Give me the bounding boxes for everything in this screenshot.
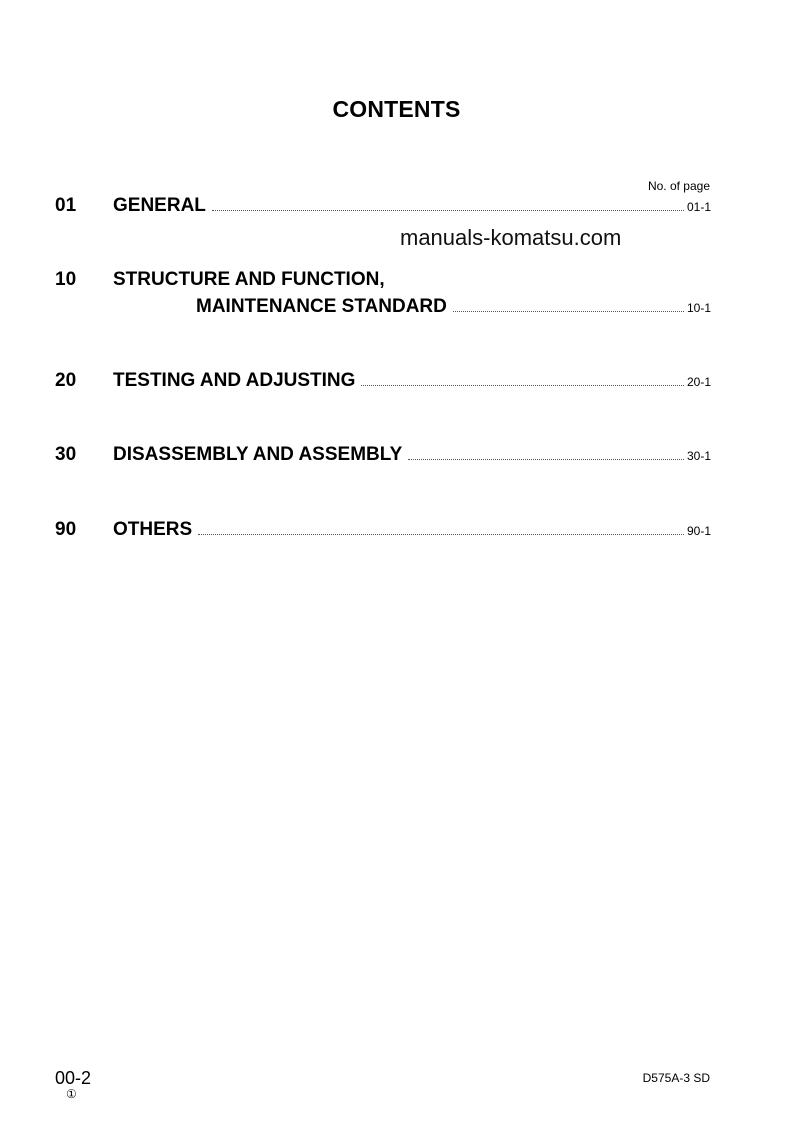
section-number: 10 — [55, 269, 77, 290]
toc-row-disassembly[interactable] — [55, 444, 711, 470]
page-title: CONTENTS — [332, 96, 461, 122]
watermark: manuals-komatsu.com — [400, 225, 622, 250]
section-number: 90 — [55, 519, 77, 540]
toc-row-others[interactable] — [55, 519, 711, 545]
section-label-line2: MAINTENANCE STANDARD — [196, 296, 447, 317]
section-label: STRUCTURE AND FUNCTION, — [113, 269, 385, 290]
section-label: GENERAL — [113, 195, 206, 216]
section-number: 20 — [55, 370, 77, 391]
page-column-header: No. of page — [647, 179, 710, 193]
revision-mark: ① — [66, 1087, 77, 1101]
toc-row-testing[interactable] — [55, 370, 711, 396]
section-number: 30 — [55, 444, 77, 465]
section-page: 30-1 — [686, 449, 711, 463]
dot-leader — [198, 520, 684, 535]
section-label: TESTING AND ADJUSTING — [113, 370, 356, 391]
section-page: 20-1 — [686, 375, 711, 389]
section-label: OTHERS — [113, 519, 193, 540]
section-page: 10-1 — [686, 301, 711, 315]
section-label: DISASSEMBLY AND ASSEMBLY — [113, 444, 403, 465]
section-page: 90-1 — [686, 524, 711, 538]
dot-leader — [453, 297, 684, 312]
footer-model: D575A-3 SD — [642, 1071, 710, 1085]
dot-leader — [361, 371, 684, 386]
section-number: 01 — [55, 195, 77, 216]
dot-leader — [408, 445, 684, 460]
toc-row-structure[interactable] — [55, 269, 711, 295]
toc-row-structure-line2[interactable] — [196, 296, 711, 318]
section-page: 01-1 — [686, 200, 711, 214]
toc-row-general[interactable] — [55, 195, 711, 221]
footer-page-number: 00-2 — [55, 1068, 92, 1088]
dot-leader — [212, 196, 684, 211]
